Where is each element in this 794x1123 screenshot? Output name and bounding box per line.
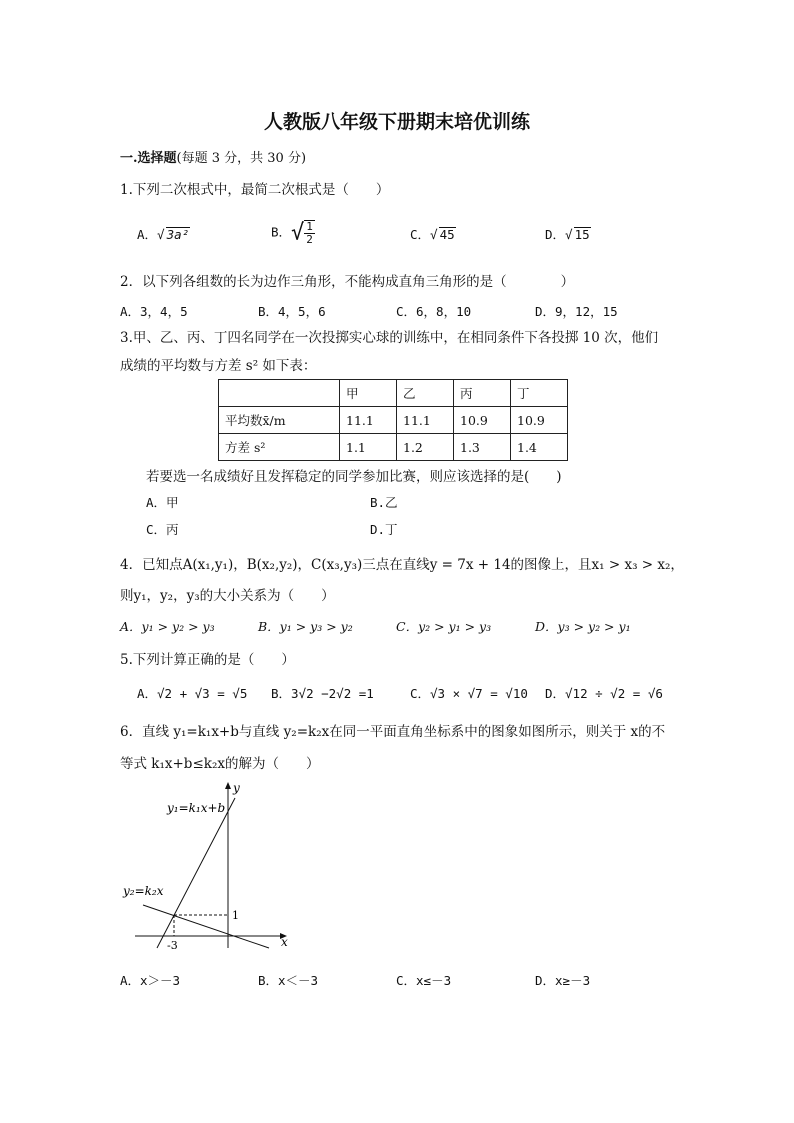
y-axis-label: y xyxy=(233,781,240,795)
q4-stem-line2: 则y₁，y₂，y₃的大小关系为（ ） xyxy=(120,588,335,604)
q2-stem: 2．以下列各组数的长为边作三角形，不能构成直角三角形的是（ ） xyxy=(120,274,575,290)
option-label: C． xyxy=(410,227,431,242)
q2-option-c: C．6，8，10 xyxy=(396,304,472,319)
option-label: D． xyxy=(545,686,566,701)
score-table xyxy=(218,379,568,461)
y-axis-arrow xyxy=(225,782,231,789)
q6-stem-line1: 6．直线 y₁=k₁x+b与直线 y₂=k₂x在同一平面直角坐标系中的图象如图所示，则关于 x的不 xyxy=(120,724,666,740)
q5-option-b xyxy=(271,684,374,702)
q3-follow: 若要选一名成绩好且发挥稳定的同学参加比赛，则应该选择的是( ) xyxy=(146,469,562,485)
table-row-label: 方差 s² xyxy=(219,434,340,461)
q4-option-a: A．y₁ > y₂ > y₃ xyxy=(120,619,215,634)
table-header-cell: 丁 xyxy=(511,380,568,407)
table-cell: 1.3 xyxy=(454,434,511,461)
table-row xyxy=(219,434,568,461)
table-row xyxy=(219,407,568,434)
table-cell: 1.4 xyxy=(511,434,568,461)
q3-stem-line2: 成绩的平均数与方差 s² 如下表： xyxy=(120,358,317,374)
tick-x-label: -3 xyxy=(167,939,178,952)
q6-option-a: A．x＞－3 xyxy=(120,973,181,988)
section-header xyxy=(120,147,306,166)
table-header-cell: 乙 xyxy=(397,380,454,407)
q5-stem: 5.下列计算正确的是（ ） xyxy=(120,652,295,668)
q5-option-d xyxy=(545,684,663,702)
option-expression: 3√2 −2√2 =1 xyxy=(291,686,374,701)
line2-label: y₂=k₂x xyxy=(123,884,164,898)
q5-option-c xyxy=(410,684,528,702)
q1-stem: 1.下列二次根式中，最简二次根式是（ ） xyxy=(120,182,390,198)
option-expression: √12 ÷ √2 = √6 xyxy=(565,686,663,701)
q1-option-b: B．√ $\frac{1}{2}$ xyxy=(271,220,313,246)
q1-option-a: A．√ 3a² xyxy=(137,227,190,242)
table-cell: 1.2 xyxy=(397,434,454,461)
line1-label: y₁=k₁x+b xyxy=(167,801,226,815)
q5-option-a xyxy=(137,684,247,702)
table-header-cell: 甲 xyxy=(340,380,397,407)
table-cell: 11.1 xyxy=(397,407,454,434)
q1-option-d: D．√ 15 xyxy=(545,227,590,242)
q2-option-a: A．3，4，5 xyxy=(120,304,188,319)
q4-stem-line1: 4．已知点A(x₁,y₁)，B(x₂,y₂)，C(x₃,y₃)三点在直线y = 7x + 14的图像上，且x₁ > x₃ > x₂， xyxy=(120,557,684,573)
q6-option-b: B．x＜－3 xyxy=(258,973,319,988)
table-cell: 1.1 xyxy=(340,434,397,461)
table-cell: 11.1 xyxy=(340,407,397,434)
table-header-row xyxy=(219,380,568,407)
x-axis-label: x xyxy=(281,935,288,949)
q6-option-c: C．x≤－3 xyxy=(396,973,452,988)
option-label: B． xyxy=(271,686,292,701)
page-title: 人教版八年级下册期末培优训练 xyxy=(263,111,530,133)
q1-option-c: C．√ 45 xyxy=(410,227,455,242)
q4-option-b: B．y₁ > y₃ > y₂ xyxy=(258,619,353,634)
numerator: 1 xyxy=(306,220,313,233)
denominator: 2 xyxy=(306,233,313,246)
line-y1 xyxy=(157,798,235,948)
section-label: 一.选择题 xyxy=(120,151,177,166)
table-header-cell: 丙 xyxy=(454,380,511,407)
option-label: D． xyxy=(545,227,566,242)
section-note: (每题 3 分，共 30 分) xyxy=(176,151,307,166)
option-expression: √2 + √3 = √5 xyxy=(157,686,248,701)
line-y2 xyxy=(143,905,269,948)
radicand: 15 xyxy=(574,227,590,242)
option-label: C． xyxy=(410,686,431,701)
q6-stem-line2: 等式 k₁x+b≤k₂x的解为（ ） xyxy=(120,756,320,772)
q3-option-b: B.乙 xyxy=(370,495,398,510)
q2-option-b: B．4，5，6 xyxy=(258,304,326,319)
table-cell: 10.9 xyxy=(511,407,568,434)
q6-option-d: D．x≥－3 xyxy=(535,973,591,988)
radicand: 45 xyxy=(439,227,455,242)
q4-option-d: D．y₃ > y₂ > y₁ xyxy=(535,619,631,634)
option-label: B． xyxy=(271,224,292,240)
table-cell xyxy=(219,380,340,407)
q3-option-a: A．甲 xyxy=(146,495,179,510)
table-cell: 10.9 xyxy=(454,407,511,434)
option-label: A． xyxy=(137,227,158,242)
q3-stem-line1: 3.甲、乙、丙、丁四名同学在一次投掷实心球的训练中，在相同条件下各投掷 10 次，他们 xyxy=(120,330,659,346)
q3-option-d: D.丁 xyxy=(370,522,398,537)
function-graph xyxy=(115,778,305,958)
radicand: 3a² xyxy=(166,227,190,242)
tick-y-label: 1 xyxy=(232,909,239,922)
q3-option-c: C．丙 xyxy=(146,522,179,537)
option-label: A． xyxy=(137,686,158,701)
fraction xyxy=(304,220,315,246)
table-row-label: 平均数x̄/m xyxy=(219,407,340,434)
option-expression: √3 × √7 = √10 xyxy=(430,686,528,701)
q4-option-c: C．y₂ > y₁ > y₃ xyxy=(396,619,492,634)
q2-option-d: D．9，12，15 xyxy=(535,304,618,319)
